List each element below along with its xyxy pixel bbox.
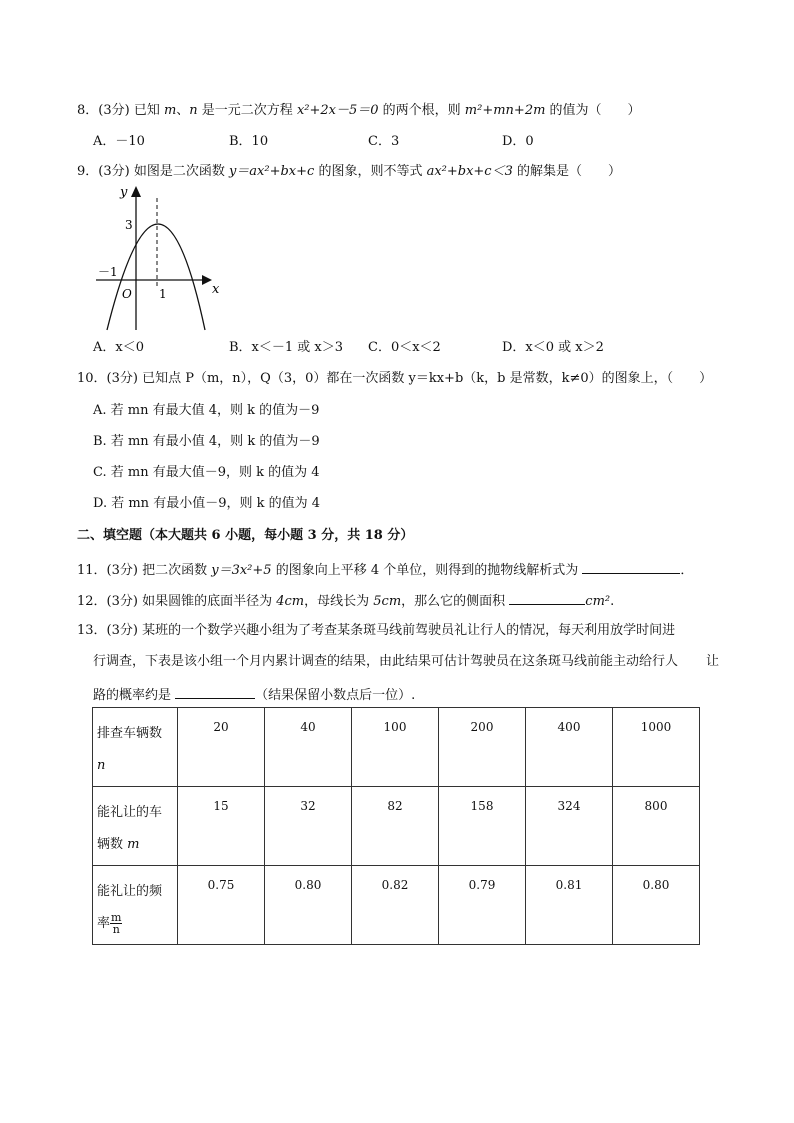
q12-slant-length: 5cm [373, 594, 402, 609]
q12-stem-pre: 12．(3分) 如果圆锥的底面半径为 [77, 594, 277, 609]
row2-label-text: 能礼让的车 [97, 805, 163, 820]
q11-tail: ． [680, 563, 694, 578]
origin-label: O [122, 287, 132, 301]
x-axis-label: x [212, 282, 220, 297]
table-cell: 15 [178, 787, 265, 866]
fraction-m-over-n [110, 912, 122, 935]
q12-stem [77, 590, 614, 611]
q12-answer-blank[interactable] [509, 590, 585, 605]
q13-data-table [92, 707, 700, 945]
table-cell: 324 [526, 787, 613, 866]
q9-stem [77, 163, 621, 181]
table-cell: 20 [178, 708, 265, 787]
parabola-curve [107, 224, 205, 330]
q10-option-c[interactable]: C. 若 mn 有最大值－9，则 k 的值为 4 [93, 465, 320, 480]
table-row [93, 866, 700, 945]
table-cell: 200 [439, 708, 526, 787]
q13-stem-line3 [93, 684, 415, 705]
row-label-yield-frequency [93, 866, 178, 945]
q8-expression: m²+mn+2m [464, 103, 546, 118]
q9-stem-mid: 的图象，则不等式 [314, 164, 427, 179]
q9-stem-end: 的解集是（ ） [512, 164, 622, 179]
row1-label-text: 排查车辆数 [97, 726, 163, 741]
q9-inequality: ax²+bx+c＜3 [426, 164, 513, 179]
y-axis-label: y [120, 185, 128, 200]
table-cell: 400 [526, 708, 613, 787]
q11-stem [77, 559, 693, 580]
table-cell: 32 [265, 787, 352, 866]
q9-parabola-graph [90, 180, 230, 335]
table-cell: 0.75 [178, 866, 265, 945]
row-label-vehicles-checked [93, 708, 178, 787]
y-axis-arrow [131, 186, 141, 197]
q13-stem-line3-pre: 路的概率约是 [93, 688, 176, 703]
table-cell: 0.80 [265, 866, 352, 945]
q11-function: y＝3x²+5 [211, 563, 272, 578]
fraction-numerator: m [111, 911, 122, 924]
q9-stem-pre: 9．(3分) 如图是二次函数 [77, 164, 229, 179]
q9-option-b[interactable]: B．x＜－1 或 x＞3 [229, 340, 344, 355]
q8-stem-end: 的值为（ ） [545, 103, 641, 118]
q8-var-m: m [163, 103, 177, 118]
q10-option-b[interactable]: B. 若 mn 有最小值 4，则 k 的值为－9 [93, 434, 320, 449]
table-row [93, 787, 700, 866]
q8-sep: 、 [176, 103, 190, 118]
q13-answer-blank[interactable] [175, 684, 255, 699]
q9-option-d[interactable]: D．x＜0 或 x＞2 [502, 340, 604, 355]
q8-stem [77, 102, 641, 120]
q13-stem-line1: 13．(3分) 某班的一个数学兴趣小组为了考查某条斑马线前驾驶员礼让行人的情况，每天利用放学时间进 [77, 623, 676, 638]
q8-option-d[interactable]: D．0 [502, 134, 534, 149]
q8-option-b[interactable]: B．10 [229, 134, 269, 149]
q9-option-a[interactable]: A．x＜0 [93, 340, 144, 355]
q11-stem-end: 的图象向上平移 4 个单位，则得到的抛物线解析式为 [271, 563, 583, 578]
q13-stem-line2: 行调查，下表是该小组一个月内累计调查的结果，由此结果可估计驾驶员在这条斑马线前能主动给行人 [93, 654, 679, 669]
row2-label-var: m [127, 837, 140, 852]
table-cell: 0.82 [352, 866, 439, 945]
table-cell: 158 [439, 787, 526, 866]
fraction-denominator: n [112, 923, 120, 936]
q11-stem-pre: 11．(3分) 把二次函数 [77, 563, 212, 578]
x-axis-arrow [202, 275, 212, 285]
q9-option-c[interactable]: C．0＜x＜2 [368, 340, 441, 355]
q12-tail: . [610, 594, 615, 609]
table-cell: 0.81 [526, 866, 613, 945]
q8-option-c[interactable]: C．3 [368, 134, 400, 149]
q10-option-a[interactable]: A. 若 mn 有最大值 4，则 k 的值为－9 [93, 403, 320, 418]
table-cell: 800 [613, 787, 700, 866]
x-tick-label-neg1: －1 [98, 265, 118, 279]
table-cell: 0.80 [613, 866, 700, 945]
x-tick-label-1: 1 [159, 287, 167, 301]
q8-equation: x²+2x－5＝0 [296, 103, 379, 118]
q12-unit: cm² [585, 594, 611, 609]
q8-stem-pre: 8．(3分) 已知 [77, 103, 164, 118]
row3-label-text2: 率 [97, 916, 111, 931]
q8-stem-mid: 是一元二次方程 [197, 103, 297, 118]
table-cell: 100 [352, 708, 439, 787]
table-row [93, 708, 700, 787]
q10-option-d[interactable]: D. 若 mn 有最小值－9，则 k 的值为 4 [93, 496, 321, 511]
table-cell: 0.79 [439, 866, 526, 945]
y-tick-label-3: 3 [125, 218, 133, 232]
q12-radius: 4cm [276, 594, 305, 609]
row2-label-text2: 辆数 [97, 837, 128, 852]
q11-answer-blank[interactable] [582, 559, 680, 574]
row1-label-var: n [97, 758, 106, 773]
table-cell: 40 [265, 708, 352, 787]
section-title-fill-in: 二、填空题（本大题共 6 小题，每小题 3 分，共 18 分） [77, 528, 414, 543]
q8-stem-mid2: 的两个根，则 [378, 103, 465, 118]
table-cell: 82 [352, 787, 439, 866]
q9-function: y＝ax²+bx+c [228, 164, 315, 179]
q12-stem-mid2: ，那么它的侧面积 [401, 594, 510, 609]
q13-stem-line2-end: 让 [706, 654, 720, 669]
q12-stem-mid: ，母线长为 [304, 594, 374, 609]
table-cell: 1000 [613, 708, 700, 787]
q8-var-n: n [189, 103, 198, 118]
row3-label-text: 能礼让的频 [97, 884, 163, 899]
q10-stem: 10．(3分) 已知点 P（m，n），Q（3，0）都在一次函数 y＝kx+b（k，b 是常数，k≠0）的图象上，（ ） [77, 371, 713, 386]
q8-option-a[interactable]: A．－10 [93, 134, 145, 149]
row-label-yielding-vehicles [93, 787, 178, 866]
q13-stem-line3-end: （结果保留小数点后一位）. [255, 688, 416, 703]
